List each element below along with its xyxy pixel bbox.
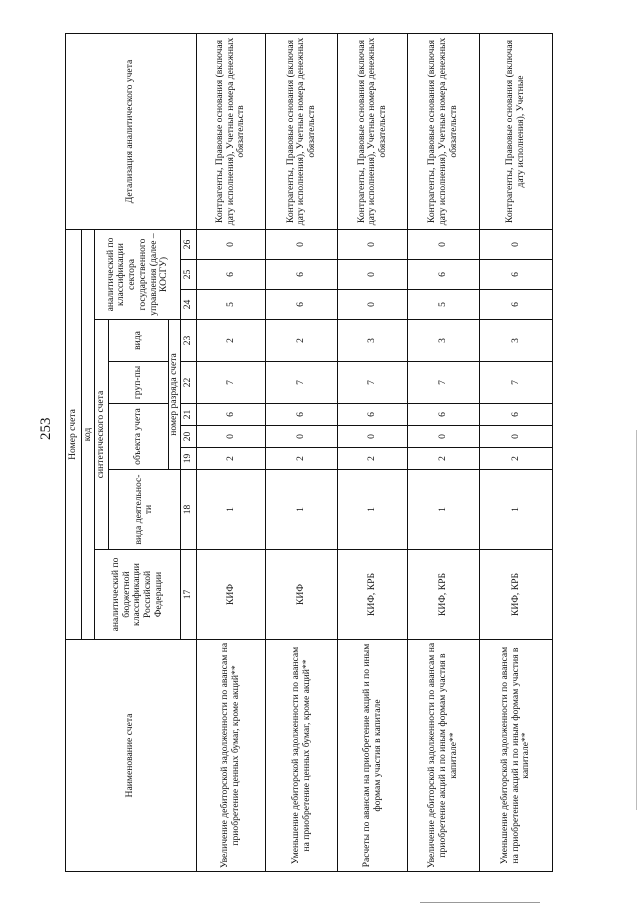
digit-17: 17 (181, 550, 196, 640)
cell-26: 0 (408, 229, 480, 259)
account-name: Увеличение дебиторской задолженности по авансам на приобретение акций и по иным формам участия в капитале** (408, 640, 480, 872)
cell-19: 2 (196, 448, 266, 470)
cell-21: 6 (338, 404, 408, 426)
cell-22: 7 (338, 362, 408, 404)
cell-23: 3 (408, 320, 480, 362)
digit-18: 18 (181, 470, 196, 550)
cell-25: 6 (196, 260, 266, 290)
bottom-edge-line (420, 902, 540, 903)
account-name: Расчеты по авансам на приобретение акций и по иным формам участия в капитале (338, 640, 408, 872)
table-row (196, 33, 266, 871)
cell-17: КИФ (196, 550, 266, 640)
cell-25: 6 (480, 260, 553, 290)
cell-25: 6 (408, 260, 480, 290)
cell-21: 6 (480, 404, 553, 426)
cell-26: 0 (480, 229, 553, 259)
table-row (480, 33, 553, 871)
header-account-number: Номер счета (66, 229, 82, 639)
header-digit-position: номер разряда счета (169, 320, 181, 470)
cell-20: 0 (196, 426, 266, 448)
cell-19: 2 (408, 448, 480, 470)
digit-19: 19 (181, 448, 196, 470)
header-analytic-budget: аналитический по бюджетной классификации Российской Федерации (95, 550, 181, 640)
cell-18: 1 (480, 470, 553, 550)
cell-18: 1 (196, 470, 266, 550)
cell-18: 1 (338, 470, 408, 550)
header-object: объекта учета (108, 404, 169, 470)
detail: Контрагенты, Правовые основания (включая дату исполнения), Учетные номера денежных обязательств (196, 33, 266, 229)
detail: Контрагенты, Правовые основания (включая дату исполнения), Учетные номера денежных обязательств (408, 33, 480, 229)
cell-24: 6 (480, 290, 553, 320)
right-edge-line (636, 430, 637, 810)
digit-20: 20 (181, 426, 196, 448)
page-number: 253 (38, 417, 54, 440)
cell-26: 0 (196, 229, 266, 259)
detail: Контрагенты, Правовые основания (включая дату исполнения), Учетные (480, 33, 553, 229)
cell-24: 5 (408, 290, 480, 320)
header-kosgu: аналитический по классификации сектора государственного управления (далее – КОСГУ) (95, 229, 181, 319)
cell-20: 0 (338, 426, 408, 448)
header-group: груп-пы (108, 362, 169, 404)
accounts-table (65, 33, 553, 872)
cell-22: 7 (266, 362, 338, 404)
digit-24: 24 (181, 290, 196, 320)
cell-26: 0 (266, 229, 338, 259)
cell-24: 5 (196, 290, 266, 320)
digit-23: 23 (181, 320, 196, 362)
header-type: вида (108, 320, 169, 362)
detail: Контрагенты, Правовые основания (включая дату исполнения), Учетные номера денежных обязательств (266, 33, 338, 229)
cell-18: 1 (266, 470, 338, 550)
digit-26: 26 (181, 229, 196, 259)
cell-25: 0 (338, 260, 408, 290)
header-account-name: Наименование счета (66, 640, 197, 872)
cell-20: 0 (408, 426, 480, 448)
cell-19: 2 (338, 448, 408, 470)
cell-22: 7 (480, 362, 553, 404)
detail: Контрагенты, Правовые основания (включая дату исполнения), Учетные номера денежных обязательств (338, 33, 408, 229)
digit-21: 21 (181, 404, 196, 426)
cell-25: 6 (266, 260, 338, 290)
cell-20: 0 (480, 426, 553, 448)
cell-22: 7 (408, 362, 480, 404)
cell-24: 0 (338, 290, 408, 320)
cell-20: 0 (266, 426, 338, 448)
digit-22: 22 (181, 362, 196, 404)
cell-17: КИФ (266, 550, 338, 640)
cell-23: 3 (338, 320, 408, 362)
header-synthetic: синтетического счета (95, 320, 108, 550)
rotated-table-frame (65, 34, 553, 872)
cell-21: 6 (408, 404, 480, 426)
cell-23: 3 (480, 320, 553, 362)
cell-23: 2 (196, 320, 266, 362)
cell-24: 6 (266, 290, 338, 320)
cell-21: 6 (266, 404, 338, 426)
account-name: Уменьшение дебиторской задолженности по авансам на приобретение акций и по иным формам участия в капитале** (480, 640, 553, 872)
cell-21: 6 (196, 404, 266, 426)
cell-17: КИФ, КРБ (480, 550, 553, 640)
digit-25: 25 (181, 260, 196, 290)
table-row (408, 33, 480, 871)
cell-18: 1 (408, 470, 480, 550)
header-activity-type: вида деятельнос-ти (108, 470, 181, 550)
header-code: код (82, 229, 95, 639)
cell-26: 0 (338, 229, 408, 259)
cell-22: 7 (196, 362, 266, 404)
cell-17: КИФ, КРБ (338, 550, 408, 640)
cell-19: 2 (480, 448, 553, 470)
cell-19: 2 (266, 448, 338, 470)
account-name: Увеличение дебиторской задолженности по авансам на приобретение ценных бумаг, кроме акций** (196, 640, 266, 872)
cell-17: КИФ, КРБ (408, 550, 480, 640)
header-detail: Детализация аналитического учета (66, 33, 197, 229)
table-row (338, 33, 408, 871)
cell-23: 2 (266, 320, 338, 362)
table-row (266, 33, 338, 871)
account-name: Уменьшение дебиторской задолженности по авансам на приобретение ценных бумаг, кроме акций** (266, 640, 338, 872)
